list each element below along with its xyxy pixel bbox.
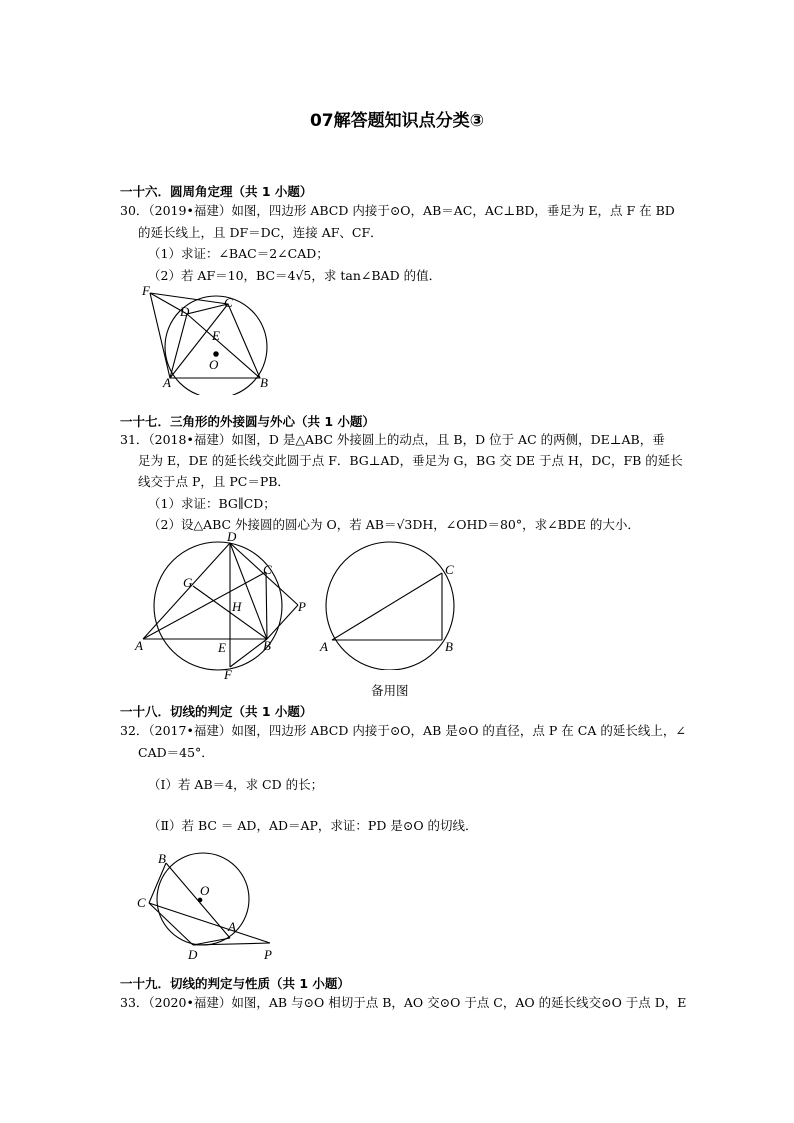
q30-line-4: （2）若 AF＝10，BC＝4√5，求 tan∠BAD 的值． — [148, 268, 442, 283]
q32-figure — [130, 848, 280, 963]
q30-line-3: （1）求证：∠BAC＝2∠CAD； — [148, 246, 329, 261]
q30-label-A: A — [163, 375, 171, 390]
q31-spare-figure — [312, 540, 472, 670]
section-heading-17: 一十七．三角形的外接圆与外心（共 1 小题） — [120, 414, 375, 429]
q31-line-5: （2）设△ABC 外接圆的圆心为 O，若 AB＝√3DH，∠OHD＝80°，求∠BDE 的大小． — [148, 517, 640, 532]
q31-line-1: 31．（2018•福建）如图，D 是△ABC 外接圆上的动点，且 B，D 位于 AC 的两侧，DE⊥AB，垂 — [120, 432, 665, 447]
q32-label-A: A — [228, 919, 236, 934]
q30-line-1: 30．（2019•福建）如图，四边形 ABCD 内接于⊙O，AB＝AC，AC⊥BD，垂足为 E，点 F 在 BD — [120, 203, 675, 218]
page-title: 07解答题知识点分类③ — [309, 111, 485, 131]
q31-label-F: F — [224, 667, 232, 682]
q31-spare-label-B: B — [445, 639, 453, 654]
q31-line-3: 线交于点 P，且 PC＝PB． — [138, 474, 290, 489]
section-heading-16: 一十六．圆周角定理（共 1 小题） — [120, 184, 313, 199]
q30-label-E: E — [212, 328, 220, 343]
q32-label-C: C — [137, 895, 146, 910]
q30-label-F: F — [142, 283, 150, 298]
q32-line-3: （Ⅰ）若 AB＝4，求 CD 的长； — [148, 777, 324, 792]
q32-label-P: P — [264, 947, 272, 962]
spare-figure-caption: 备用图 — [371, 683, 409, 698]
q33-line-1: 33．（2020•福建）如图，AB 与⊙O 相切于点 B，AO 交⊙O 于点 C，AO 的延长线交⊙O 于点 D，E — [120, 995, 687, 1010]
q32-label-B: B — [158, 851, 166, 866]
q31-label-C: C — [263, 562, 272, 577]
q32-line-4: （Ⅱ）若 BC ＝ AD，AD＝AP，求证：PD 是⊙O 的切线． — [148, 818, 478, 833]
q31-line-2: 足为 E，DE 的延长线交此圆于点 F．BG⊥AD，垂足为 G，BG 交 DE 于点 H，DC，FB 的延长 — [138, 453, 683, 468]
q32-label-D: D — [188, 947, 198, 962]
q30-label-O: O — [209, 357, 219, 372]
q31-label-E: E — [218, 640, 226, 655]
q31-label-D: D — [227, 529, 237, 544]
q32-label-O: O — [200, 883, 210, 898]
q31-figure — [130, 527, 320, 682]
q30-label-D: D — [180, 304, 190, 319]
q31-label-B: B — [263, 638, 271, 653]
q31-spare-circle — [326, 542, 454, 670]
q32-line-2: CAD＝45°． — [138, 745, 214, 760]
q30-center-dot — [214, 352, 218, 356]
q31-label-H: H — [232, 599, 242, 614]
q31-line-4: （1）求证：BG∥CD； — [148, 496, 276, 511]
q30-label-C: C — [224, 295, 233, 310]
q31-label-G: G — [183, 575, 193, 590]
q30-label-B: B — [260, 375, 268, 390]
section-heading-18: 一十八．切线的判定（共 1 小题） — [120, 704, 313, 719]
q30-figure — [130, 283, 290, 395]
q31-spare-label-A: A — [320, 639, 328, 654]
q31-label-P: P — [298, 599, 306, 614]
q30-line-2: 的延长线上，且 DF＝DC，连接 AF、CF． — [138, 225, 383, 240]
q32-line-1: 32．（2017•福建）如图，四边形 ABCD 内接于⊙O，AB 是⊙O 的直径，点 P 在 CA 的延长线上，∠ — [120, 723, 686, 738]
section-heading-19: 一十九．切线的判定与性质（共 1 小题） — [120, 976, 350, 991]
q31-label-A: A — [135, 638, 143, 653]
q31-spare-label-C: C — [445, 562, 454, 577]
